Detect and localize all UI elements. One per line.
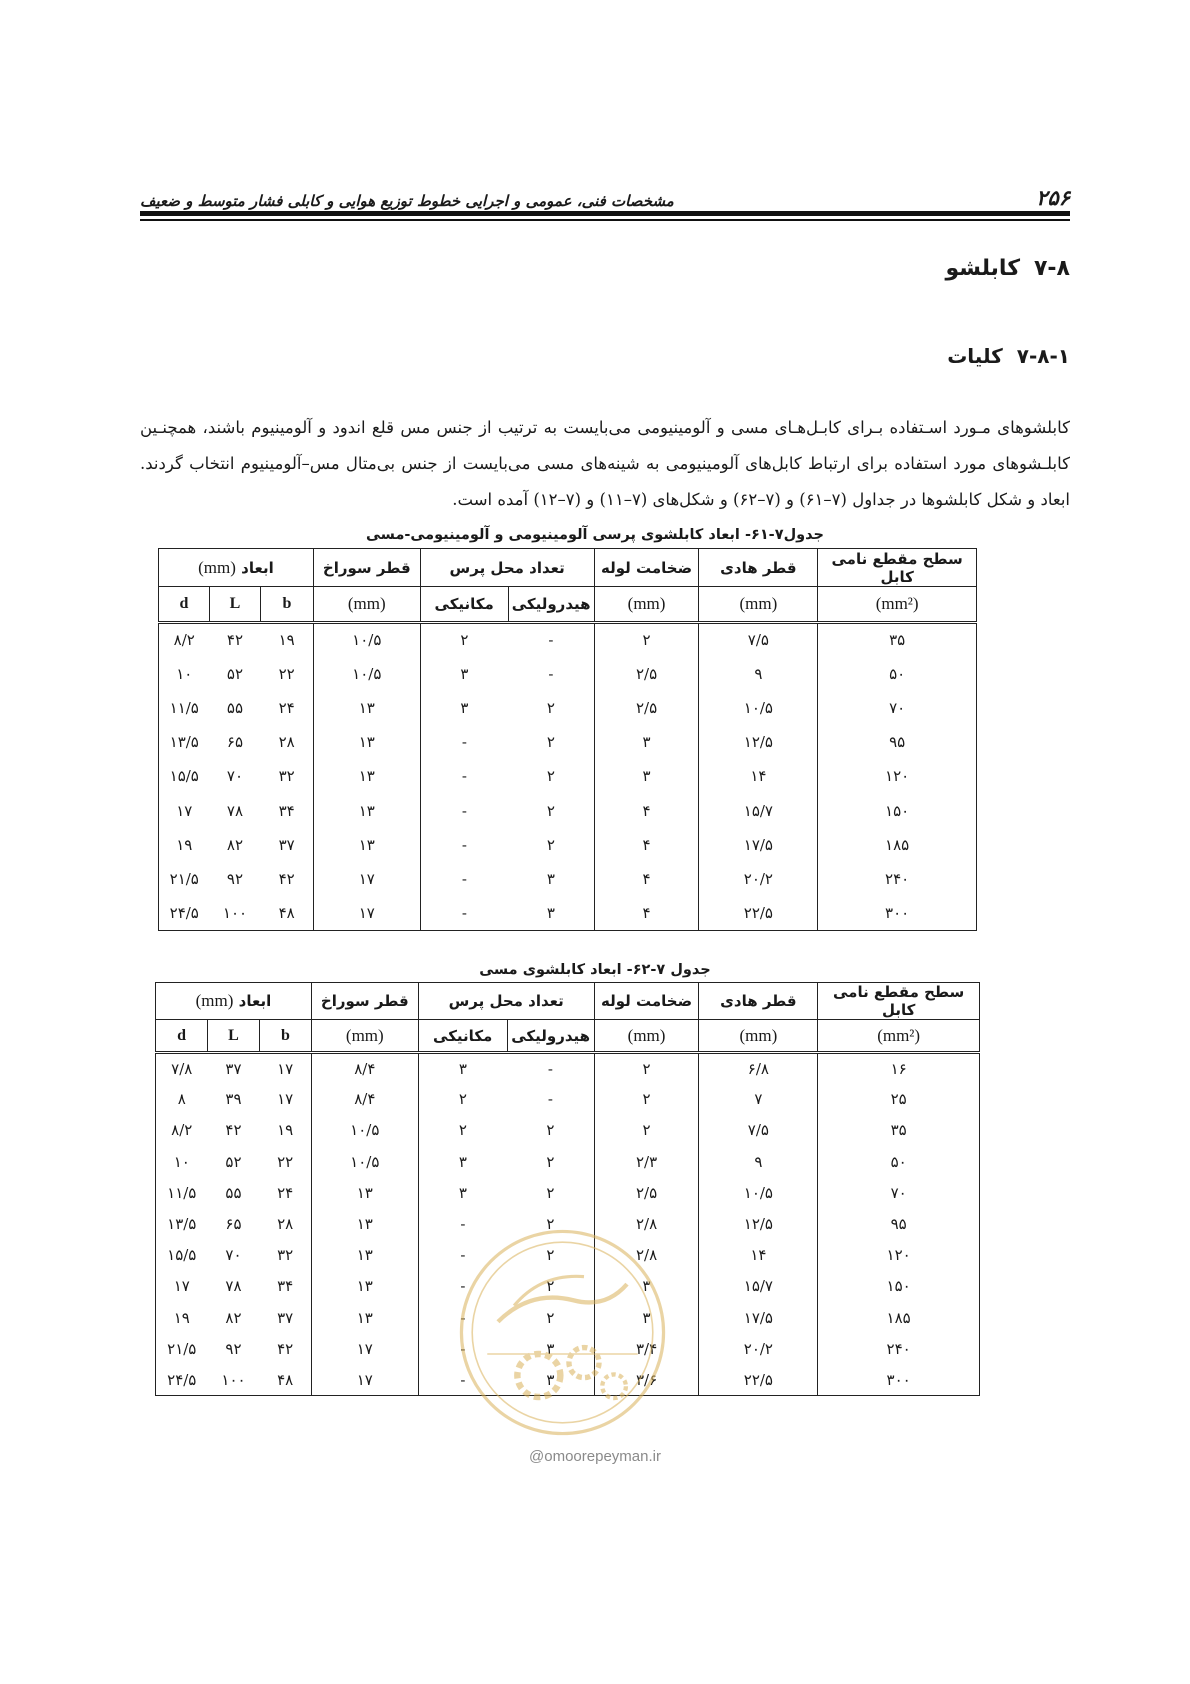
table-row <box>159 725 977 759</box>
header-conductor-dia-unit: (mm) <box>699 587 818 623</box>
header-mechanical: مکانیکی <box>418 1020 507 1053</box>
table-cell: ۳۰۰ <box>818 896 977 930</box>
table-cell: ۲۵ <box>818 1084 980 1115</box>
table-cell: ۱۲/۵ <box>699 725 818 759</box>
table-cell: ۲ <box>546 1152 555 1171</box>
table-cell: ۲/۵ <box>594 691 699 725</box>
table-cell: ۱۷ <box>156 1271 208 1302</box>
table-cell: ۴ <box>594 896 699 930</box>
header-tube-thickness: ضخامت لوله <box>594 549 699 587</box>
table-cell: ۷/۵ <box>699 1115 818 1146</box>
table-cell: - <box>420 793 508 827</box>
table-cell: ۴۲ <box>225 1121 242 1140</box>
table-cell: ۷۸ <box>225 1277 242 1296</box>
table-cell: ۳۲ <box>277 1246 294 1265</box>
table-row <box>159 759 977 793</box>
header-L: L <box>210 587 261 623</box>
table-cell: ۳۷ <box>278 835 295 854</box>
table-cell: ۲۱/۵ <box>156 1333 208 1364</box>
table-cell: ۲ <box>546 1277 555 1296</box>
table-cell: ۱۳ <box>313 691 420 725</box>
table-cell: ۱۱/۵ <box>159 691 210 725</box>
table-cell: ۷۰ <box>818 691 977 725</box>
header-dimensions: ابعاد (mm) <box>156 983 312 1020</box>
header-hole-dia: قطر سوراخ <box>313 549 420 587</box>
table-cell: ۱۰/۵ <box>313 657 420 691</box>
table-cell: ۸/۴ <box>311 1084 418 1115</box>
table-cell: ۲ <box>546 1121 555 1140</box>
table-cell: ۳ <box>420 657 508 691</box>
table1-caption: جدول۷-۶۱- ابعاد کابلشوی پرسی آلومینیومی و آلومینیومی-مسی <box>366 527 824 543</box>
table-cell: ۶۵ <box>225 1215 242 1234</box>
table-cell: - <box>418 1302 507 1333</box>
table-cell: ۲ <box>546 767 555 786</box>
watermark-site: @omoorepeyman.ir <box>529 1448 661 1465</box>
table-cell: ۱۵/۵ <box>159 759 210 793</box>
table-cell: ۷/۵ <box>699 623 818 657</box>
table-cell: ۱۰ <box>156 1146 208 1177</box>
table-row <box>159 828 977 862</box>
table-cell: - <box>548 664 554 683</box>
header-press-count: تعداد محل پرس <box>420 549 594 587</box>
header-conductor-dia: قطر هادی <box>699 549 818 587</box>
table-row <box>156 1115 980 1146</box>
table-cell: ۱۳ <box>313 759 420 793</box>
table-cell: ۳ <box>418 1053 507 1084</box>
table-cell: ۲/۳ <box>594 1146 699 1177</box>
table-cell: - <box>418 1271 507 1302</box>
header-conductor-dia: قطر هادی <box>699 983 818 1020</box>
table-cell: ۹۲ <box>225 1339 242 1358</box>
table-cell: ۳ <box>594 1271 699 1302</box>
table-cell: ۲/۸ <box>594 1240 699 1271</box>
table-cell: ۲/۵ <box>594 657 699 691</box>
table-cell: ۲ <box>420 623 508 657</box>
table-cell: ۱۷/۵ <box>699 828 818 862</box>
header-dimensions: ابعاد (mm) <box>159 549 314 587</box>
table-cell: ۸۲ <box>225 1308 242 1327</box>
header-hole-dia-unit: (mm) <box>311 1020 418 1053</box>
table1 <box>158 548 977 931</box>
table-cell: ۴۸ <box>260 896 313 930</box>
table-cell: ۱۹ <box>159 828 210 862</box>
table-row <box>159 862 977 896</box>
table-cell: ۱۲۰ <box>818 1240 980 1271</box>
table-cell: ۱۰۰ <box>210 896 261 930</box>
table-cell: ۹ <box>699 1146 818 1177</box>
table-cell: ۱۹ <box>278 631 295 650</box>
table2-body <box>156 1053 980 1396</box>
table-cell: ۴ <box>594 828 699 862</box>
table-cell: ۱۷ <box>311 1364 418 1395</box>
table-cell: ۱۵/۷ <box>699 1271 818 1302</box>
header-cross-section: سطح مقطع نامی کابل <box>818 983 980 1020</box>
table-cell: ۲ <box>594 1084 699 1115</box>
table-row <box>159 657 977 691</box>
table-cell: ۲ <box>546 801 555 820</box>
header-press-count: تعداد محل پرس <box>418 983 594 1020</box>
table-cell: ۱۵۰ <box>818 1271 980 1302</box>
header-cross-section-unit: (mm²) <box>818 1020 980 1053</box>
header-hydraulic: هیدرولیکی <box>507 1020 594 1053</box>
table-cell: ۳ <box>594 1302 699 1333</box>
table-cell: ۱۳ <box>311 1271 418 1302</box>
table-row <box>156 1271 980 1302</box>
table-cell: ۳۹ <box>225 1090 242 1109</box>
table-cell: ۱۶ <box>818 1053 980 1084</box>
table-cell: ۱۷/۵ <box>699 1302 818 1333</box>
table-cell: ۷۰ <box>225 1246 242 1265</box>
table-row <box>159 623 977 657</box>
table-cell: ۲۸ <box>278 733 295 752</box>
table1-body <box>159 623 977 931</box>
table-cell: ۳۷ <box>277 1308 294 1327</box>
header-L: L <box>208 1020 260 1053</box>
table-cell: ۱۳ <box>311 1177 418 1208</box>
table-cell: ۱۷ <box>277 1090 294 1109</box>
header-b: b <box>260 587 313 623</box>
table-cell: ۲۴۰ <box>818 862 977 896</box>
table-cell: ۳ <box>418 1177 507 1208</box>
table-cell: ۱۸۵ <box>818 828 977 862</box>
table-cell: ۸/۲ <box>159 623 210 657</box>
table-cell: ۱۴ <box>699 759 818 793</box>
table-cell: ۱۷ <box>159 793 210 827</box>
table-cell: ۱۵/۷ <box>699 793 818 827</box>
table-cell: ۶/۸ <box>699 1053 818 1084</box>
table-cell: ۳ <box>594 759 699 793</box>
table-cell: ۵۰ <box>818 1146 980 1177</box>
table-cell: ۱۳ <box>311 1302 418 1333</box>
table-cell: ۳/۴ <box>594 1333 699 1364</box>
table-cell: ۱۳ <box>311 1240 418 1271</box>
table-row <box>156 1053 980 1084</box>
table-cell: ۱۲۰ <box>818 759 977 793</box>
table2-caption: جدول ۷-۶۲- ابعاد کابلشوی مسی <box>479 962 711 978</box>
table-cell: ۳۲ <box>278 767 295 786</box>
table-cell: ۲ <box>546 1246 555 1265</box>
table-cell: ۳ <box>420 691 508 725</box>
header-mechanical: مکانیکی <box>420 587 508 623</box>
table-cell: ۲۲/۵ <box>699 1364 818 1395</box>
table-cell: ۱۳/۵ <box>156 1208 208 1239</box>
section-number: ۷-۸ <box>1034 256 1070 281</box>
table-cell: - <box>418 1208 507 1239</box>
table-row <box>156 1146 980 1177</box>
table-cell: - <box>420 828 508 862</box>
table-cell: ۲ <box>594 1053 699 1084</box>
table-cell: - <box>547 1090 553 1109</box>
table-cell: ۳ <box>546 1339 555 1358</box>
table-row <box>159 896 977 930</box>
table-cell: ۲ <box>546 1308 555 1327</box>
header-b: b <box>259 1020 311 1053</box>
table-cell: ۱۰/۵ <box>311 1115 418 1146</box>
table-row <box>156 1177 980 1208</box>
header-hole-dia-unit: (mm) <box>313 587 420 623</box>
table-cell: ۴۲ <box>277 1339 294 1358</box>
table-cell: ۲۱/۵ <box>159 862 210 896</box>
table-cell: ۱۴ <box>699 1240 818 1271</box>
table-row <box>156 1084 980 1115</box>
header-hole-dia: قطر سوراخ <box>311 983 418 1020</box>
table-cell: ۲۴ <box>278 698 295 717</box>
table-cell: ۱۷ <box>277 1059 294 1078</box>
table-cell: ۲ <box>546 698 555 717</box>
table-cell: ۲ <box>594 623 699 657</box>
table-cell: - <box>418 1333 507 1364</box>
table-cell: ۱۹ <box>156 1302 208 1333</box>
table-cell: - <box>547 1059 553 1078</box>
table-cell: ۸۲ <box>226 835 244 854</box>
header-tube-thickness: ضخامت لوله <box>594 983 699 1020</box>
table-cell: ۷۸ <box>226 801 244 820</box>
header-tube-thickness-unit: (mm) <box>594 1020 699 1053</box>
table-cell: ۱۰/۵ <box>313 623 420 657</box>
table-cell: ۹۲ <box>226 869 244 888</box>
subsection-title: کلیات <box>947 344 1003 368</box>
header-rule-thick <box>140 211 1070 216</box>
table-cell: ۲۴۰ <box>818 1333 980 1364</box>
header-tube-thickness-unit: (mm) <box>594 587 699 623</box>
table-cell: ۳ <box>508 896 594 930</box>
table-cell: ۲۲ <box>277 1152 294 1171</box>
table-cell: ۱۰۰ <box>208 1364 260 1395</box>
table-cell: ۳۵ <box>818 623 977 657</box>
table-cell: ۱۳/۵ <box>159 725 210 759</box>
table-cell: ۳۰۰ <box>818 1364 980 1395</box>
table-cell: ۲/۸ <box>594 1208 699 1239</box>
header-d: d <box>159 587 210 623</box>
table-row <box>159 691 977 725</box>
table-cell: ۸/۲ <box>156 1115 208 1146</box>
table-cell: ۹ <box>699 657 818 691</box>
table-cell: ۱۸۵ <box>818 1302 980 1333</box>
section-title: کابلشو <box>945 256 1020 281</box>
table-cell: ۳ <box>507 1364 594 1395</box>
table-cell: ۱۰/۵ <box>311 1146 418 1177</box>
body-paragraph: کابلشوهای مـورد اسـتفاده بـرای کابـل‌هـای مسی و آلومینیومی می‌بایست به ترتیب از جنس مس قلع اندود و آلومینیوم باشند، همچنـین کابلـشوهای مورد استفاده برای ارتباط کابل‌های آلومینیومی به شینه‌های مسی می‌بایست از جنس بی‌متال مس–آلومینیوم انتخاب گردند. ابعاد و شکل کابلشوها در جداول (۷–۶۱) و (۷–۶۲) و شکل‌های (۷–۱۱) و (۷–۱۲) آمده است. <box>140 417 1070 509</box>
table-cell: ۲ <box>594 1115 699 1146</box>
running-title: مشخصات فنی، عمومی و اجرایی خطوط توزیع هوایی و کابلی فشار متوسط و ضعیف <box>140 192 674 210</box>
table-cell: ۲ <box>546 1183 555 1202</box>
table-cell: ۳ <box>418 1146 507 1177</box>
table-cell: ۲ <box>546 835 555 854</box>
table-cell: ۷۰ <box>818 1177 980 1208</box>
table-row <box>156 1364 980 1395</box>
table-cell: ۲۲/۵ <box>699 896 818 930</box>
table-cell: ۱۳ <box>313 793 420 827</box>
table-cell: ۹۵ <box>818 725 977 759</box>
table-cell: - <box>420 862 508 896</box>
table-cell: ۸/۴ <box>311 1053 418 1084</box>
table-cell: ۶۵ <box>226 733 244 752</box>
table2 <box>155 982 980 1396</box>
table-cell: ۱۵۰ <box>818 793 977 827</box>
table-cell: ۲۴/۵ <box>159 896 210 930</box>
table-cell: ۱۱/۵ <box>156 1177 208 1208</box>
table-cell: ۹۵ <box>818 1208 980 1239</box>
table-cell: ۲۸ <box>277 1215 294 1234</box>
table-cell: ۱۷ <box>313 862 420 896</box>
subsection-number: ۷-۸-۱ <box>1016 344 1070 368</box>
table-cell: ۵۰ <box>818 657 977 691</box>
table-cell: ۲۰/۲ <box>699 1333 818 1364</box>
table-row <box>156 1208 980 1239</box>
table-cell: ۳۵ <box>818 1115 980 1146</box>
table-row <box>156 1302 980 1333</box>
header-d: d <box>156 1020 208 1053</box>
table-cell: ۳۷ <box>225 1059 242 1078</box>
table-cell: ۲ <box>418 1115 507 1146</box>
table-cell: - <box>418 1364 507 1395</box>
table-cell: ۴۸ <box>259 1364 311 1395</box>
table-cell: ۷ <box>699 1084 818 1115</box>
table-cell: ۱۰/۵ <box>699 691 818 725</box>
table-cell: ۵۵ <box>225 1183 242 1202</box>
section-heading <box>946 256 1070 281</box>
table-cell: ۴ <box>594 862 699 896</box>
header-cross-section-unit: (mm²) <box>818 587 977 623</box>
table-cell: - <box>420 896 508 930</box>
table-cell: ۲/۵ <box>594 1177 699 1208</box>
table-cell: ۱۳ <box>311 1208 418 1239</box>
header-rule-thin <box>140 219 1070 221</box>
table-cell: ۲ <box>546 1215 555 1234</box>
header-cross-section: سطح مقطع نامی کابل <box>818 549 977 587</box>
page-number: ۲۵۶ <box>1036 186 1070 210</box>
table-cell: - <box>548 631 554 650</box>
table-cell: ۳۴ <box>278 801 295 820</box>
table-cell: ۵۲ <box>226 664 244 683</box>
table-cell: ۱۷ <box>313 896 420 930</box>
table-cell: ۱۵/۵ <box>156 1240 208 1271</box>
table-cell: ۲۰/۲ <box>699 862 818 896</box>
table-cell: ۱۷ <box>311 1333 418 1364</box>
table-cell: ۱۳ <box>313 725 420 759</box>
table-cell: ۱۰/۵ <box>699 1177 818 1208</box>
table-cell: ۲۴ <box>277 1183 294 1202</box>
subsection-heading <box>947 344 1070 368</box>
table-row <box>156 1333 980 1364</box>
table-cell: ۱۹ <box>277 1121 294 1140</box>
table-cell: ۴۲ <box>226 631 244 650</box>
table-cell: ۷/۸ <box>156 1053 208 1084</box>
table-cell: - <box>420 759 508 793</box>
table-cell: ۲ <box>418 1084 507 1115</box>
table-cell: ۲۴/۵ <box>156 1364 208 1395</box>
table-cell: ۴۲ <box>278 869 295 888</box>
table-cell: ۵۵ <box>226 698 244 717</box>
table-row <box>159 793 977 827</box>
table-cell: ۳ <box>594 725 699 759</box>
table-cell: ۸ <box>156 1084 208 1115</box>
table-cell: ۲ <box>546 733 555 752</box>
table-cell: ۴ <box>594 793 699 827</box>
header-conductor-dia-unit: (mm) <box>699 1020 818 1053</box>
table-cell: ۱۰ <box>159 657 210 691</box>
table-row <box>156 1240 980 1271</box>
table-cell: - <box>420 725 508 759</box>
table-cell: ۲۲ <box>278 664 295 683</box>
table-cell: ۵۲ <box>225 1152 242 1171</box>
table-cell: ۳/۶ <box>594 1364 699 1395</box>
table-cell: ۳۴ <box>277 1277 294 1296</box>
page-header <box>140 180 1070 210</box>
table-cell: ۷۰ <box>226 767 244 786</box>
header-hydraulic: هیدرولیکی <box>508 587 594 623</box>
table-cell: ۳ <box>546 869 555 888</box>
table-cell: - <box>418 1240 507 1271</box>
table-cell: ۱۳ <box>313 828 420 862</box>
table-cell: ۱۲/۵ <box>699 1208 818 1239</box>
